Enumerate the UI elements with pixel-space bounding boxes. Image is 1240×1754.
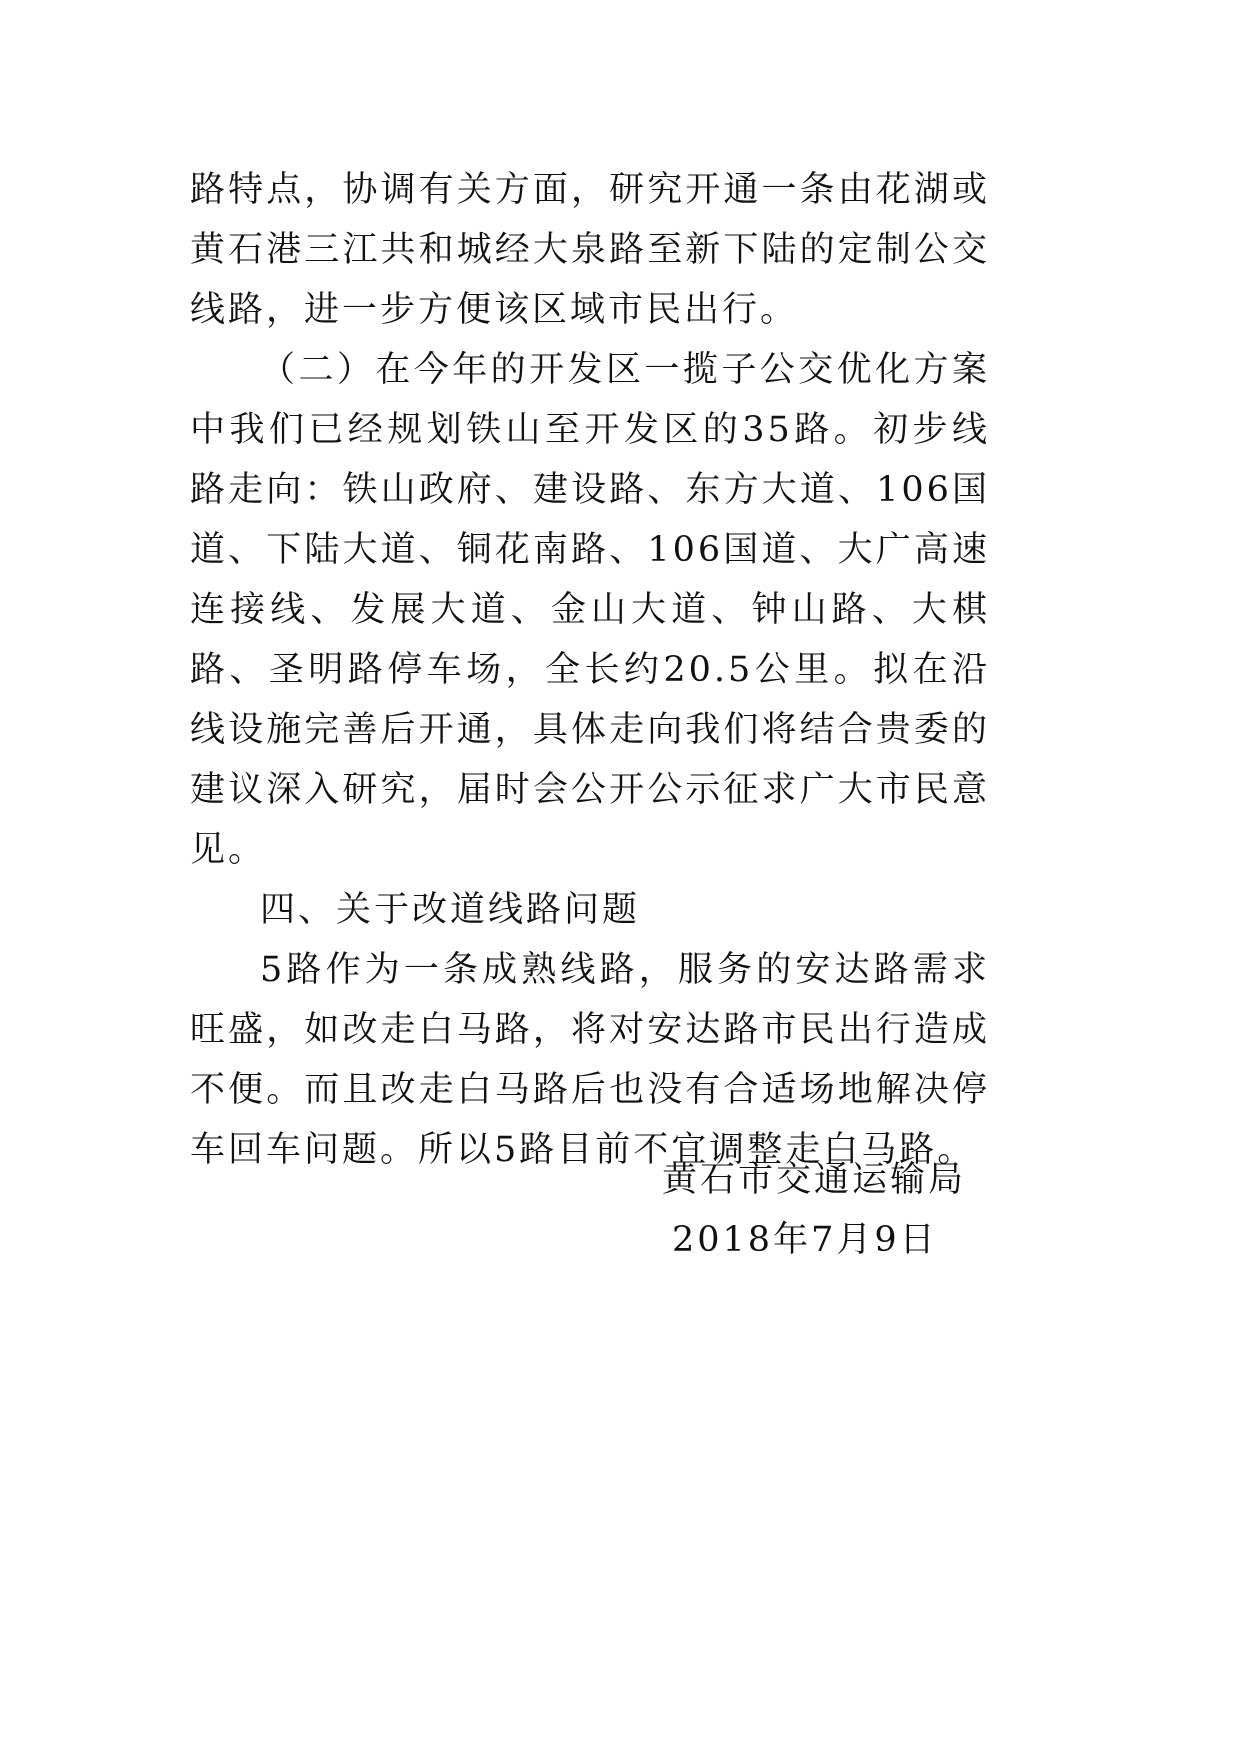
signature-date: 2018年7月9日	[672, 1220, 938, 1260]
paragraph-continuation: 路特点，协调有关方面，研究开通一条由花湖或黄石港三江共和城经大泉路至新下陆的定制公交线路，进一步方便该区域市民出行。	[190, 170, 990, 330]
document-body	[190, 160, 990, 1180]
paragraph-route-5: 5路作为一条成熟线路，服务的安达路需求旺盛，如改走白马路，将对安达路市民出行造成不便。而且改走白马路后也没有合适场地解决停车回车问题。所以5路目前不宜调整走白马路。	[190, 950, 990, 1170]
signature-block	[600, 1150, 967, 1270]
signature-organization: 黄石市交通运输局	[662, 1160, 967, 1200]
paragraph-route-35: （二）在今年的开发区一揽子公交优化方案中我们已经规划铁山至开发区的35路。初步线路走向：铁山政府、建设路、东方大道、106国道、下陆大道、铜花南路、106国道、大广高速连接线、发展大道、金山大道、钟山路、大棋路、圣明路停车场，全长约20.5公里。拟在沿线设施完善后开通，具体走向我们将结合贵委的建议深入研究，届时会公开公示征求广大市民意见。	[190, 350, 990, 870]
section-heading-reroute: 四、关于改道线路问题	[260, 890, 641, 930]
